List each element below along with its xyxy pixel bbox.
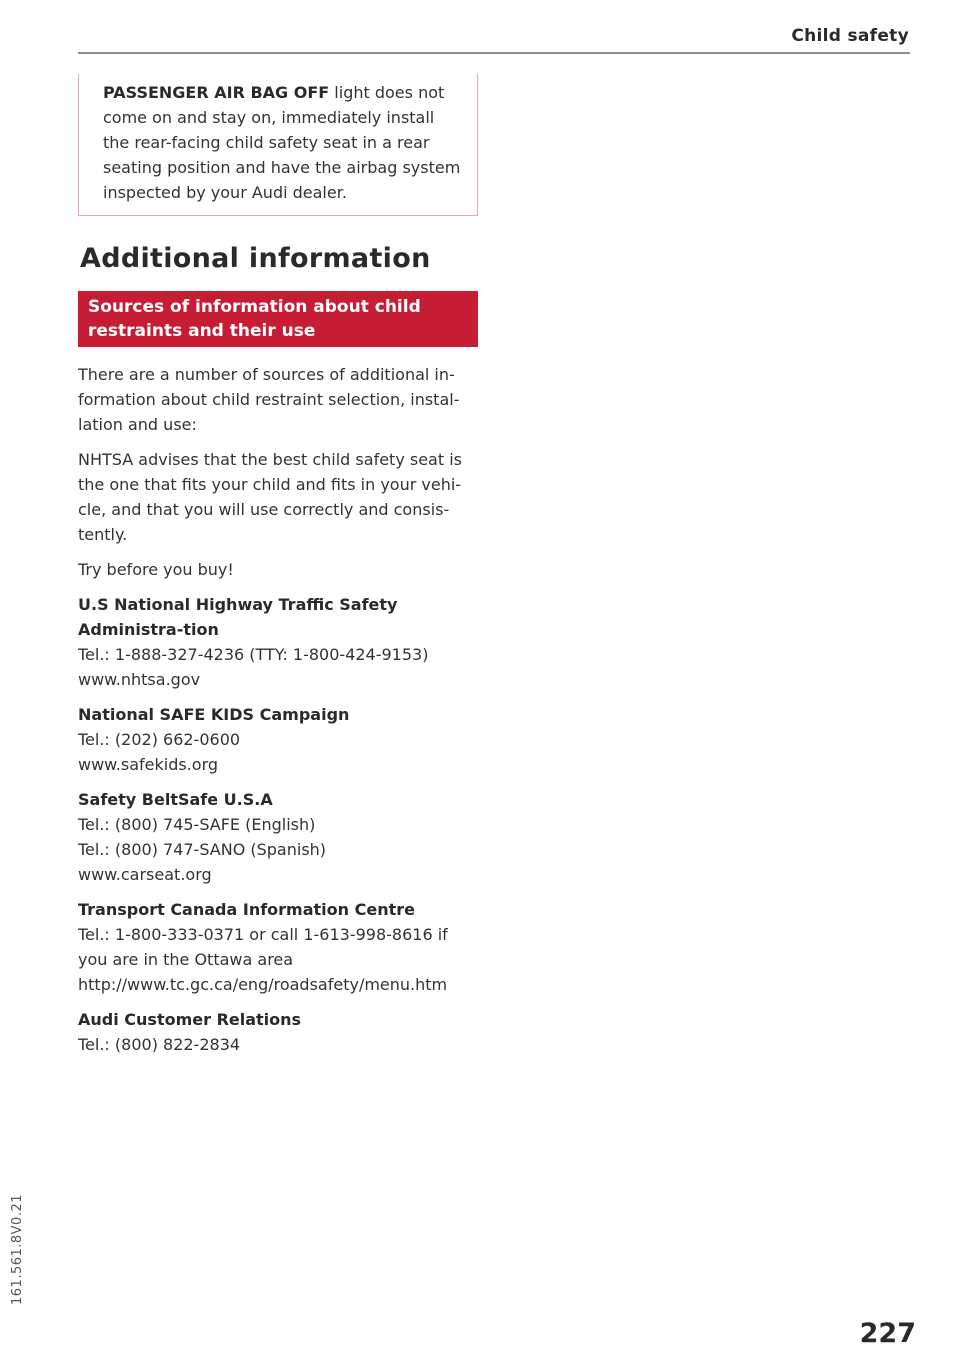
page-number: 227 xyxy=(859,1318,916,1349)
org-phone: Tel.: (202) 662-0600 xyxy=(78,730,241,749)
org-name: Safety BeltSafe U.S.A xyxy=(78,790,273,809)
org-nhtsa xyxy=(78,592,478,692)
org-audi-customer-relations xyxy=(78,1007,478,1057)
org-phone: Tel.: (800) 822-2834 xyxy=(78,1035,241,1054)
org-transport-canada xyxy=(78,897,478,997)
org-phone: Tel.: 1-888-327-4236 (TTY: 1-800-424-9153) xyxy=(78,645,429,664)
org-phone: Tel.: 1-800-333-0371 or call 1-613-998-8616 if you are in the Ottawa area xyxy=(78,925,448,969)
org-website: www.safekids.org xyxy=(78,755,219,774)
org-name: Audi Customer Relations xyxy=(78,1010,302,1029)
section-title: Child safety xyxy=(791,26,909,46)
org-website: www.nhtsa.gov xyxy=(78,670,201,689)
org-name: U.S National Highway Traffic Safety Administra-tion xyxy=(78,595,398,639)
warning-lead: PASSENGER AIR BAG OFF xyxy=(103,83,330,102)
paragraph-nhtsa-advice: NHTSA advises that the best child safety seat is the one that fits your child and fits in your vehi-cle, and that you will use correctly and consis-tently. xyxy=(78,450,462,544)
org-name: Transport Canada Information Centre xyxy=(78,900,415,919)
org-phone-english: Tel.: (800) 745-SAFE (English) xyxy=(78,815,316,834)
org-website: http://www.tc.gc.ca/eng/roadsafety/menu.htm xyxy=(78,975,448,994)
warning-text: light does not come on and stay on, immediately install the rear-facing child safety seat in a rear seating position and have the airbag system inspected by your Audi dealer. xyxy=(103,83,461,202)
org-website: www.carseat.org xyxy=(78,865,212,884)
paragraph-intro: There are a number of sources of additional in-formation about child restraint selection, instal-lation and use: xyxy=(78,365,460,434)
org-beltsafe xyxy=(78,787,478,887)
org-safe-kids xyxy=(78,702,478,777)
page-heading: Additional information xyxy=(80,243,431,274)
subheading-bar: Sources of information about child restraints and their use xyxy=(78,291,478,347)
paragraph-try: Try before you buy! xyxy=(78,560,234,579)
warning-box xyxy=(78,74,478,216)
header-rule xyxy=(78,52,910,54)
main-column xyxy=(78,74,478,1067)
org-name: National SAFE KIDS Campaign xyxy=(78,705,350,724)
document-code: 161.561.8V0.21 xyxy=(10,1194,25,1305)
org-phone-spanish: Tel.: (800) 747-SANO (Spanish) xyxy=(78,840,327,859)
